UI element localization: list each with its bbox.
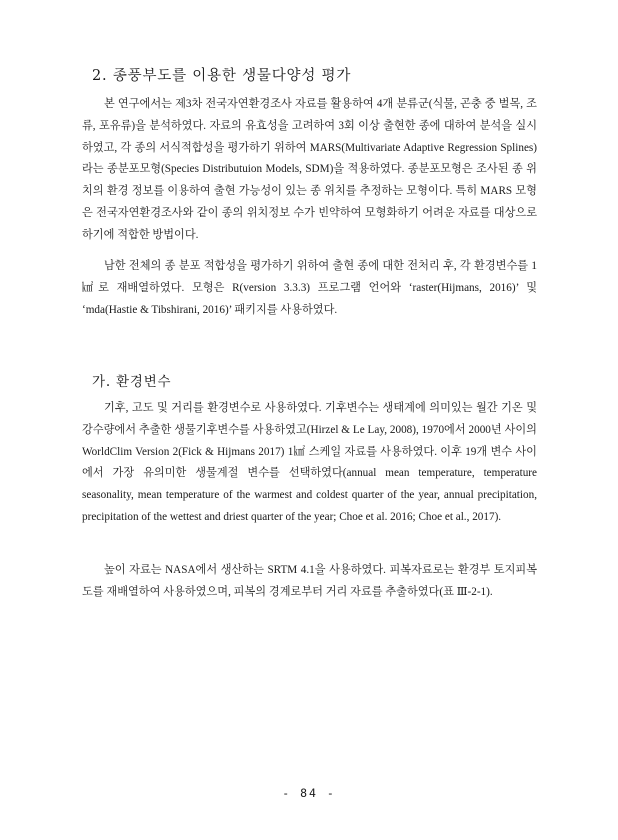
section-paragraph-1: 본 연구에서는 제3차 전국자연환경조사 자료를 활용하여 4개 분류군(식물, 곤충 중 벌목, 조류, 포유류)을 분석하였다. 자료의 유효성을 고려하여 3회 이상 출현한 종에 대하여 분석을 실시하였고, 각 종의 서식적합성을 평가하기 위하여 MARS(Multivariate Adaptive Regression Splines)라는 종분포모형(Species Distributuion Models, SDM)을 적용하였다. 종분포모형은 조사된 종 위치의 환경 정보를 이용하여 출현 가능성이 있는 종 위치를 추정하는 모형이다. 특히 MARS 모형은 전국자연환경조사와 같이 종의 위치정보 수가 빈약하여 모형화하기 어려운 자료를 대상으로 하기에 적합한 방법이다. xyxy=(82,98,537,241)
subsection-paragraph-1: 기후, 고도 및 거리를 환경변수로 사용하였다. 기후변수는 생태계에 의미있는 월간 기온 및 강수량에서 추출한 생물기후변수를 사용하였고(Hirzel & Le Lay, 2008), 1970에서 2000년 사이의 WorldClim Version 2(Fick & Hijmans 2017) 1㎢ 스케일 자료를 사용하였다. 이후 19개 변수 사이에서 가장 유의미한 생물계절 변수를 선택하였다(annual mean temperature, temperature seasonality, mean temperature of the warmest and coldest quarter of the year, annual precipitation, precipitation of the wettest and driest quarter of the year; Choe et al. 2016; Choe et al., 2017). xyxy=(82,402,537,523)
section-paragraph-2: 남한 전체의 종 분포 적합성을 평가하기 위하여 출현 종에 대한 전처리 후, 각 환경변수를 1㎢로 재배열하였다. 모형은 R(version 3.3.3) 프로그램 언어와 ‘raster(Hijmans, 2016)’ 및 ‘mda(Hastie & Tibshirani, 2016)’ 패키지를 사용하였다. xyxy=(82,260,537,316)
subsection-paragraph-2: 높이 자료는 NASA에서 생산하는 SRTM 4.1을 사용하였다. 피복자료로는 환경부 토지피복도를 재배열하여 사용하였으며, 피복의 경계로부터 거리 자료를 추출하였다(표 Ⅲ-2-1). xyxy=(82,564,537,598)
page-number: - 84 - xyxy=(282,786,336,800)
subsection-heading: 가. 환경변수 xyxy=(92,374,172,390)
section-heading: 2. 종풍부도를 이용한 생물다양성 평가 xyxy=(92,68,352,84)
